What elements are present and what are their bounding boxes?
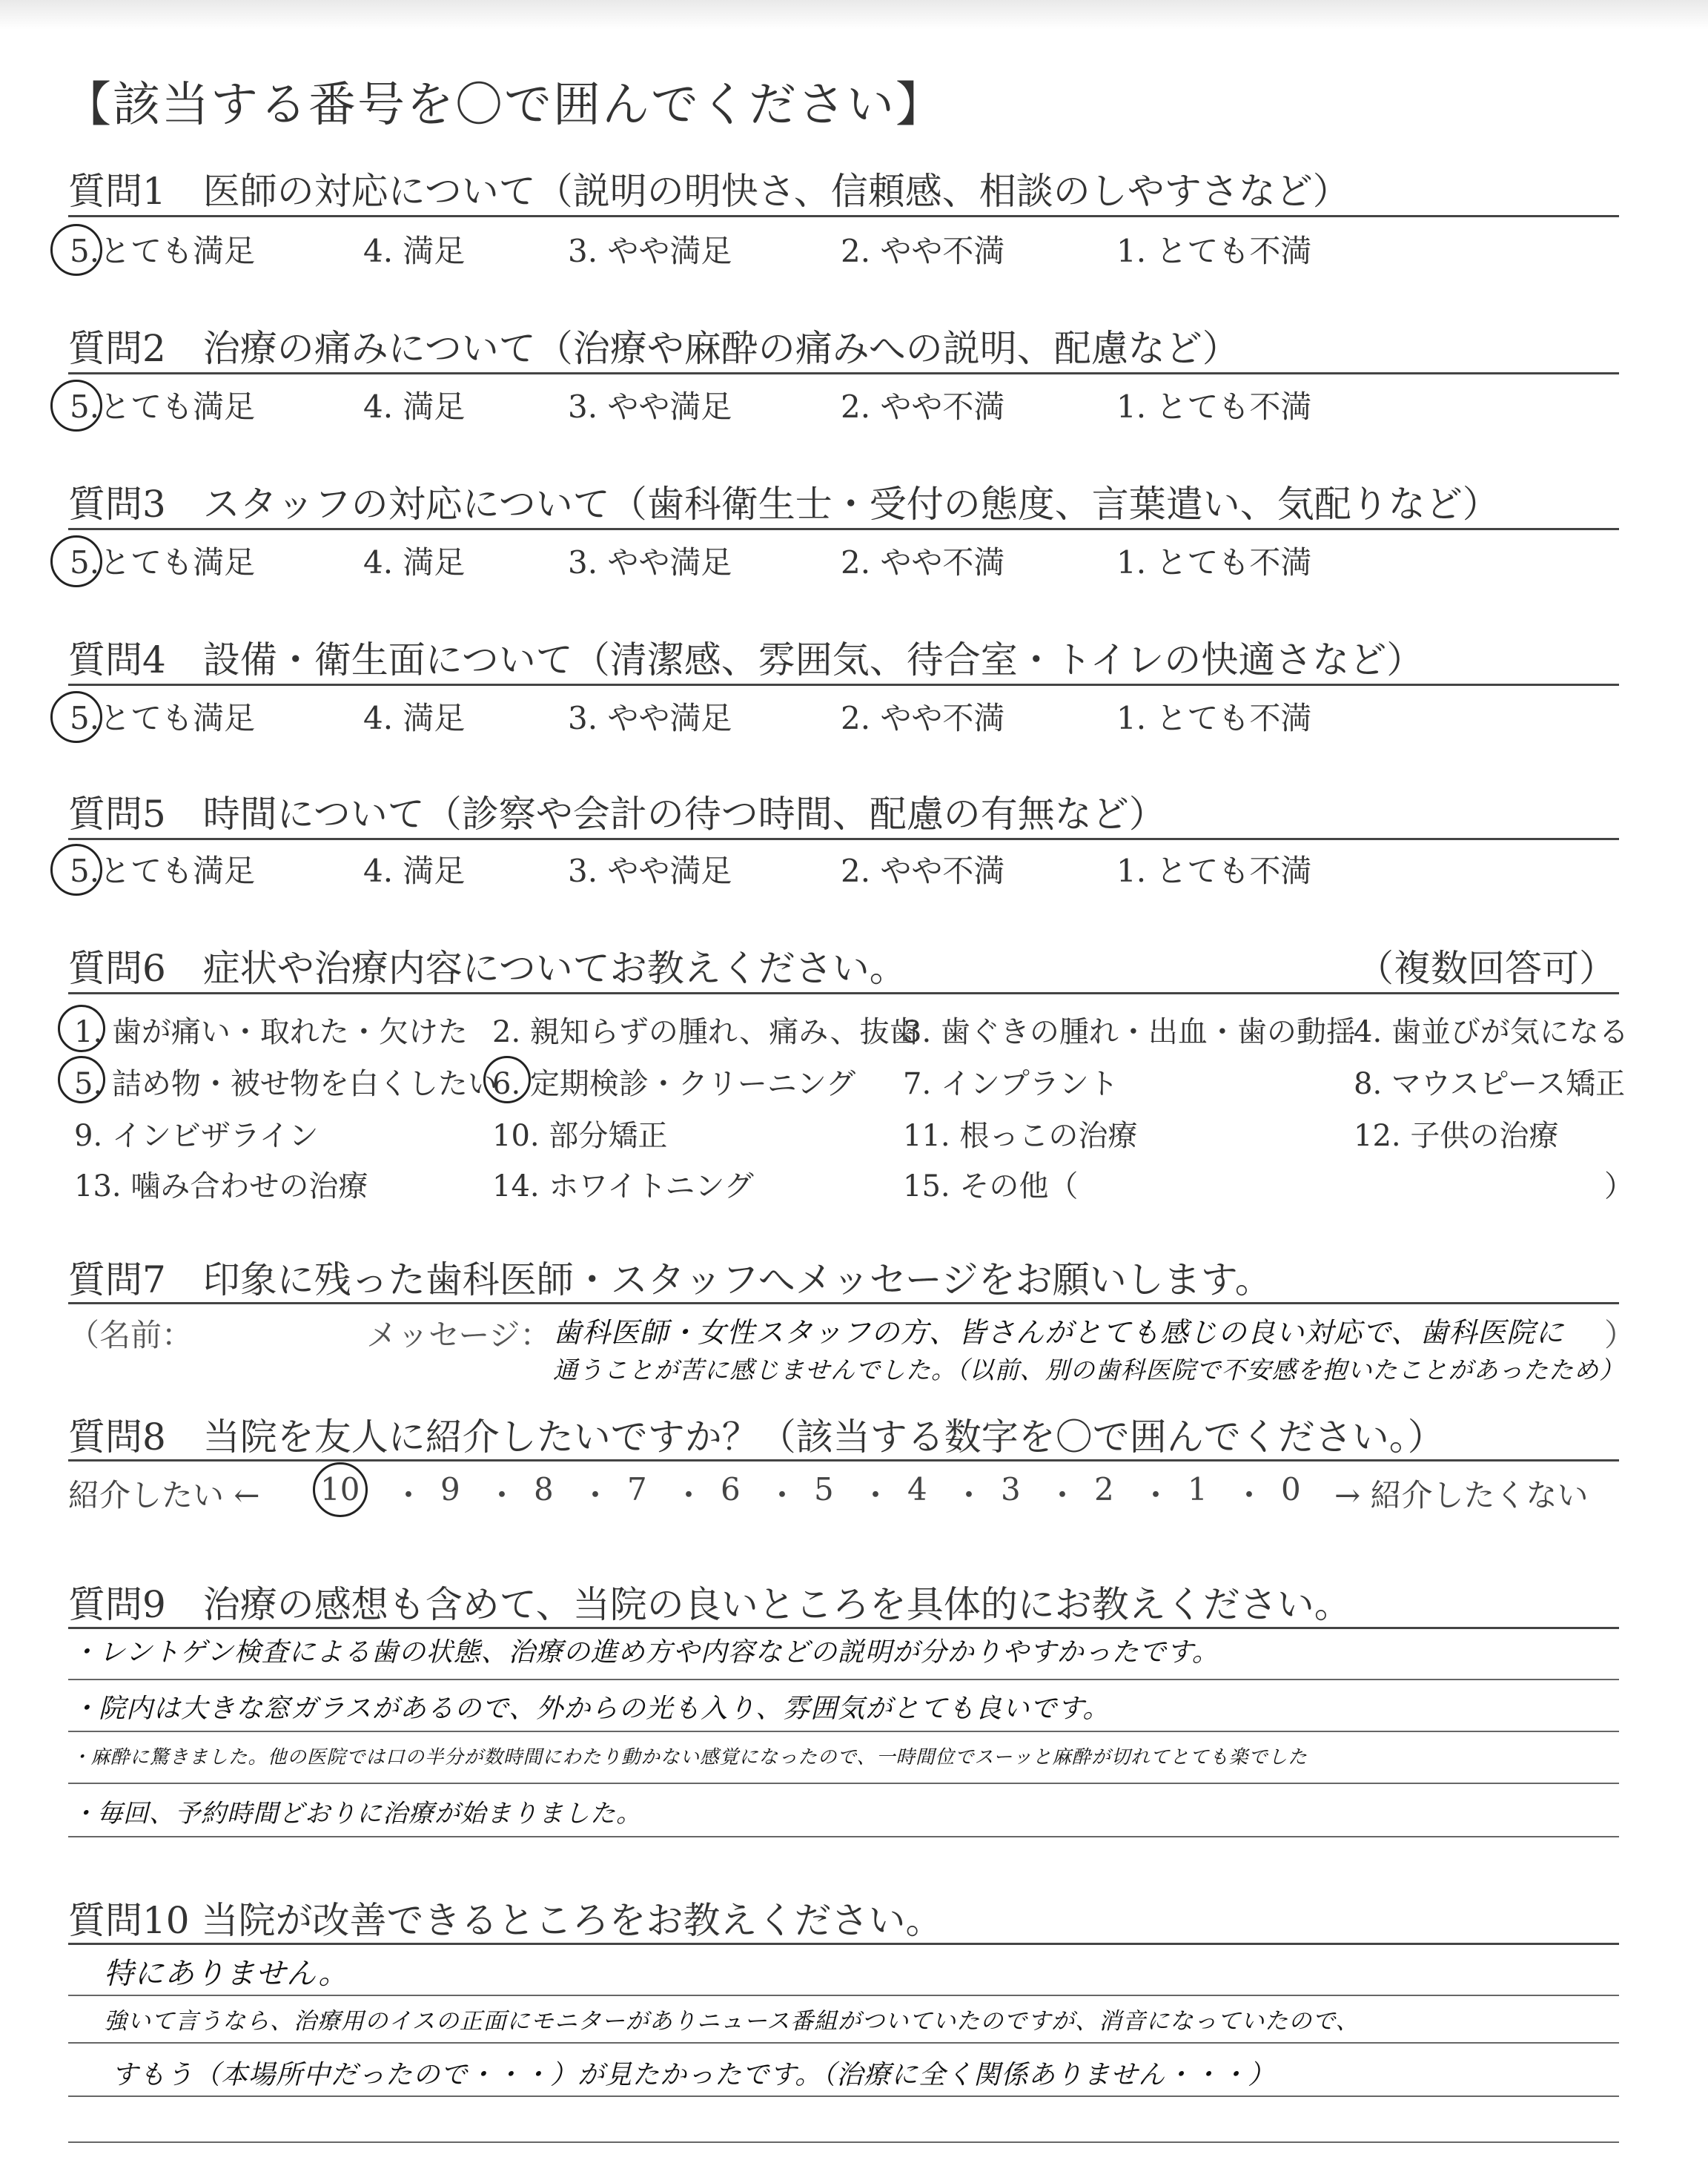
name-label: （名前： — [68, 1317, 193, 1353]
q6-option-4[interactable]: 4. 歯並びが気になる — [1354, 1015, 1629, 1049]
q6-option-13[interactable]: 13. 噛み合わせの治療 — [74, 1169, 368, 1203]
q1-option-2[interactable]: 2. やや不満 — [841, 233, 1005, 269]
q1-option-4[interactable]: 4. 満足 — [363, 233, 466, 269]
scale-8[interactable]: 8 — [534, 1471, 554, 1507]
q6-option-15[interactable]: 15. その他（ — [903, 1169, 1079, 1203]
writing-line — [68, 1836, 1619, 1837]
divider — [68, 838, 1619, 840]
question-9-title: 質問9 治療の感想も含めて、当院の良いところを具体的にお教えください。 — [68, 1583, 1351, 1626]
recommend-left-label: 紹介したい ← — [68, 1477, 260, 1513]
multiple-answers-note: （複数回答可） — [1357, 947, 1616, 990]
divider — [68, 1943, 1619, 1945]
writing-line — [68, 1679, 1619, 1680]
scale-dot: ・ — [767, 1477, 798, 1513]
q4-option-1[interactable]: 1. とても不満 — [1116, 700, 1312, 736]
q3-option-4[interactable]: 4. 満足 — [363, 544, 466, 581]
question-4-title: 質問4 設備・衛生面について（清潔感、雰囲気、待合室・トイレの快適さなど） — [68, 638, 1424, 681]
scale-0[interactable]: 0 — [1281, 1471, 1301, 1507]
handwritten-good-point-3: ・麻酔に驚きました。他の医院では口の半分が数時間にわたり動かない感覚になったので、一時間位でスーッと麻酔が切れてとても楽でした — [71, 1746, 1308, 1768]
q3-option-1[interactable]: 1. とても不満 — [1116, 544, 1312, 581]
q2-option-3[interactable]: 3. やや満足 — [568, 389, 732, 425]
q5-option-1[interactable]: 1. とても不満 — [1116, 853, 1312, 889]
scale-dot: ・ — [580, 1477, 612, 1513]
q4-option-2[interactable]: 2. やや不満 — [841, 700, 1005, 736]
divider — [68, 372, 1619, 374]
q6-option-2[interactable]: 2. 親知らずの腫れ、痛み、抜歯 — [492, 1015, 919, 1049]
scale-dot: ・ — [1047, 1477, 1079, 1513]
q6-option-10[interactable]: 10. 部分矯正 — [492, 1119, 668, 1153]
writing-line — [68, 2095, 1619, 2097]
scale-dot: ・ — [673, 1477, 705, 1513]
scan-edge — [0, 0, 1708, 30]
writing-line — [68, 1995, 1619, 1996]
scale-4[interactable]: 4 — [907, 1471, 927, 1507]
form-title: 【該当する番号を〇で囲んでください】 — [64, 78, 944, 133]
scale-7[interactable]: 7 — [627, 1471, 647, 1507]
scale-dot: ・ — [953, 1477, 985, 1513]
q4-option-3[interactable]: 3. やや満足 — [568, 700, 732, 736]
q6-option-1[interactable]: 1. 歯が痛い・取れた・欠けた — [74, 1015, 468, 1049]
divider — [68, 1459, 1619, 1462]
writing-line — [68, 1731, 1619, 1732]
writing-line — [68, 2042, 1619, 2044]
q5-option-4[interactable]: 4. 満足 — [363, 853, 466, 889]
recommend-right-label: → 紹介したくない — [1334, 1477, 1589, 1513]
divider — [68, 684, 1619, 686]
message-close-paren: ） — [1604, 1317, 1636, 1353]
scale-2[interactable]: 2 — [1094, 1471, 1114, 1507]
q5-option-5[interactable]: 5.とても満足 — [70, 853, 256, 889]
q6-option-7[interactable]: 7. インプラント — [903, 1067, 1119, 1101]
scale-1[interactable]: 1 — [1188, 1471, 1208, 1507]
scale-dot: ・ — [1140, 1477, 1172, 1513]
q2-option-5[interactable]: 5.とても満足 — [70, 389, 256, 425]
scale-dot: ・ — [486, 1477, 518, 1513]
q6-option-8[interactable]: 8. マウスピース矯正 — [1354, 1067, 1626, 1101]
other-close-paren: ） — [1604, 1169, 1634, 1203]
q4-option-5[interactable]: 5.とても満足 — [70, 700, 256, 736]
q3-option-3[interactable]: 3. やや満足 — [568, 544, 732, 581]
q5-option-3[interactable]: 3. やや満足 — [568, 853, 732, 889]
q6-option-11[interactable]: 11. 根っこの治療 — [903, 1119, 1138, 1153]
scale-5[interactable]: 5 — [814, 1471, 834, 1507]
q6-option-3[interactable]: 3. 歯ぐきの腫れ・出血・歯の動揺 — [903, 1015, 1356, 1049]
divider — [68, 1302, 1619, 1304]
q2-option-1[interactable]: 1. とても不満 — [1116, 389, 1312, 425]
q2-option-2[interactable]: 2. やや不満 — [841, 389, 1005, 425]
handwritten-message-line-2: 通うことが苦に感じませんでした。（以前、別の歯科医院で不安感を抱いたことがあったため） — [553, 1355, 1625, 1384]
divider — [68, 992, 1619, 994]
divider — [68, 1627, 1619, 1629]
handwritten-message-line-1: 歯科医師・女性スタッフの方、皆さんがとても感じの良い対応で、歯科医院に — [553, 1316, 1565, 1349]
question-10-title: 質問10 当院が改善できるところをお教えください。 — [68, 1899, 943, 1942]
question-3-title: 質問3 スタッフの対応について（歯科衛生士・受付の態度、言葉遣い、気配りなど） — [68, 483, 1500, 526]
writing-line — [68, 2141, 1619, 2143]
q1-option-3[interactable]: 3. やや満足 — [568, 233, 732, 269]
handwritten-improvement-2: 強いて言うなら、治療用のイスの正面にモニターがありニュース番組がついていたのですが、消音になっていたので、 — [104, 2008, 1360, 2035]
scale-10[interactable]: 10 — [320, 1471, 360, 1507]
handwritten-good-point-4: ・毎回、予約時間どおりに治療が始まりました。 — [71, 1799, 642, 1829]
question-5-title: 質問5 時間について（診察や会計の待つ時間、配慮の有無など） — [68, 793, 1166, 836]
handwritten-improvement-1: 特にありません。 — [104, 1957, 349, 1991]
scale-dot: ・ — [1234, 1477, 1265, 1513]
scale-9[interactable]: 9 — [440, 1471, 460, 1507]
q6-option-14[interactable]: 14. ホワイトニング — [492, 1169, 754, 1203]
q2-option-4[interactable]: 4. 満足 — [363, 389, 466, 425]
q1-option-5[interactable]: 5.とても満足 — [70, 233, 256, 269]
q4-option-4[interactable]: 4. 満足 — [363, 700, 466, 736]
scale-dot: ・ — [393, 1477, 425, 1513]
scale-6[interactable]: 6 — [721, 1471, 741, 1507]
handwritten-good-point-1: ・レントゲン検査による歯の状態、治療の進め方や内容などの説明が分かりやすかったです。 — [71, 1637, 1219, 1668]
question-8-title: 質問8 当院を友人に紹介したいですか？（該当する数字を〇で囲んでください。） — [68, 1416, 1445, 1459]
q6-option-5[interactable]: 5. 詰め物・被せ物を白くしたい — [74, 1067, 497, 1101]
q6-option-6[interactable]: 6. 定期検診・クリーニング — [492, 1067, 856, 1101]
message-label: メッセージ： — [366, 1317, 552, 1353]
writing-line — [68, 1783, 1619, 1784]
q6-option-12[interactable]: 12. 子供の治療 — [1354, 1119, 1559, 1153]
handwritten-good-point-2: ・院内は大きな窓ガラスがあるので、外からの光も入り、雰囲気がとても良いです。 — [71, 1694, 1110, 1724]
divider — [68, 215, 1619, 217]
q3-option-2[interactable]: 2. やや不満 — [841, 544, 1005, 581]
handwritten-improvement-3: すもう（本場所中だったので・・・）が見たかったです。（治療に全く関係ありません・・・） — [111, 2060, 1276, 2090]
q1-option-1[interactable]: 1. とても不満 — [1116, 233, 1312, 269]
q3-option-5[interactable]: 5.とても満足 — [70, 544, 256, 581]
question-2-title: 質問2 治療の痛みについて（治療や麻酔の痛みへの説明、配慮など） — [68, 327, 1239, 370]
divider — [68, 528, 1619, 530]
question-1-title: 質問1 医師の対応について（説明の明快さ、信頼感、相談のしやすさなど） — [68, 170, 1350, 213]
q5-option-2[interactable]: 2. やや不満 — [841, 853, 1005, 889]
scale-3[interactable]: 3 — [1001, 1471, 1021, 1507]
scale-dot: ・ — [860, 1477, 892, 1513]
question-6-title: 質問6 症状や治療内容についてお教えください。 — [68, 947, 907, 990]
question-7-title: 質問7 印象に残った歯科医師・スタッフへメッセージをお願いします。 — [68, 1258, 1272, 1301]
q6-option-9[interactable]: 9. インビザライン — [74, 1119, 319, 1153]
